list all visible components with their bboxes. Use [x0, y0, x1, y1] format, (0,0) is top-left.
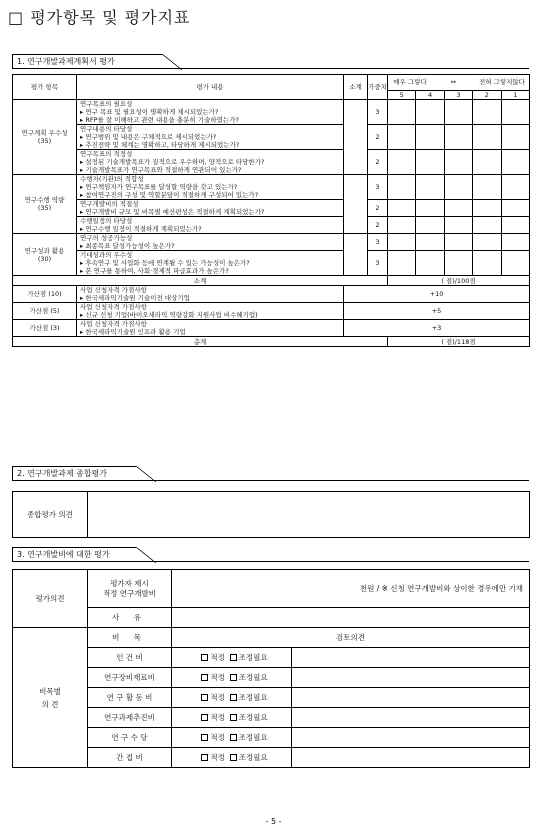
budget-item: 연구과제추진비 [88, 708, 172, 728]
bonus-value[interactable]: +10 [344, 286, 530, 303]
criterion-line: 기대성과의 우수성 [80, 251, 133, 259]
weight-value: 3 [368, 175, 388, 200]
option-adjust-label: 조정필요 [238, 693, 268, 702]
weight-value: 3 [368, 100, 388, 125]
score-cell[interactable] [416, 200, 444, 217]
option-ok-label: 적정 [210, 693, 225, 702]
proposed-label-line: 적정 연구개발비 [102, 588, 157, 598]
criterion-line: 연구목표의 적정성 [80, 150, 133, 158]
section3-divider [12, 561, 529, 562]
score-cell[interactable] [501, 100, 529, 125]
budget-options [172, 648, 292, 668]
option-adjust-label: 조정필요 [238, 653, 268, 662]
score-cell[interactable] [444, 200, 472, 217]
section2-divider [12, 480, 529, 481]
criterion-line: ▸ 연구책임자가 연구목표를 달성할 역량을 갖고 있는가? [80, 183, 238, 191]
budget-review-field[interactable] [292, 728, 530, 748]
reason-label: 사 유 [88, 608, 172, 628]
scale-right-label: 전혀 그렇지않다 [478, 78, 525, 86]
checkbox-ok[interactable] [201, 674, 208, 681]
checkbox-adjust[interactable] [230, 694, 237, 701]
checkbox-adjust[interactable] [230, 654, 237, 661]
score-cell[interactable] [444, 234, 472, 251]
criterion-line: ▸ 한국세라믹기술원 인프라 활용 기업 [80, 328, 186, 336]
budget-item: 인 건 비 [88, 648, 172, 668]
proposed-budget-field[interactable]: 천원 / ※ 신청 연구개발비와 상이한 경우에만 기재 [172, 570, 530, 608]
section3-tab [12, 547, 136, 562]
score-cell[interactable] [444, 100, 472, 125]
score-cell[interactable] [501, 200, 529, 217]
header-subtotal: 소계 [344, 75, 368, 100]
section1-tab [12, 54, 162, 69]
criterion-line: ▸ 참여연구진의 구성 및 역할분담이 적절하게 구성되어 있는가? [80, 191, 259, 199]
criterion-line: 사업 신청자격 가점사항 [80, 286, 147, 294]
weight-value: 3 [368, 251, 388, 276]
weight-value: 3 [368, 234, 388, 251]
page-number: - 5 - [265, 817, 282, 826]
criterion-content [77, 200, 344, 217]
score-cell[interactable] [388, 234, 416, 251]
budget-options [172, 708, 292, 728]
total-label: 총계 [13, 337, 388, 347]
criterion-content [77, 234, 344, 251]
score-cell[interactable] [501, 234, 529, 251]
scale-left-label: 매우 그렇다 [393, 78, 427, 86]
score-cell[interactable] [416, 251, 444, 276]
header-weight: 가중치 [368, 75, 388, 100]
budget-evaluation-table [12, 569, 530, 768]
budget-item: 연구장비재료비 [88, 668, 172, 688]
header-item: 평가 항목 [13, 75, 77, 100]
criterion-line: ▸ 본 연구를 통하여, 사회·경제적 파급효과가 높은가? [80, 267, 229, 275]
bonus-value[interactable]: +5 [344, 303, 530, 320]
score-cell[interactable] [473, 125, 501, 150]
criterion-line: ▸ 연구수행 일정이 적절하게 계획되었는가? [80, 225, 202, 233]
by-item-line: 비목별 [39, 686, 61, 696]
checkbox-ok[interactable] [201, 714, 208, 721]
group-name: 연구계획 우수성 (35) [13, 100, 77, 175]
budget-review-field[interactable] [292, 748, 530, 768]
score-cell[interactable] [501, 217, 529, 234]
budget-options [172, 668, 292, 688]
score-cell[interactable] [473, 234, 501, 251]
criterion-line: ▸ 연구개발비 규모 및 비목별 예산편성은 적절하게 계획되었는가? [80, 208, 265, 216]
total-value[interactable]: ( 점)/118점 [388, 337, 530, 347]
score-cell[interactable] [416, 125, 444, 150]
score-header-5: 5 [388, 91, 416, 100]
bonus-content [77, 320, 344, 337]
criterion-line: 사업 신청자격 가점사항 [80, 320, 147, 328]
score-cell[interactable] [501, 251, 529, 276]
criterion-line: ▸ RFP를 잘 이해하고 관련 내용을 충분히 기술하였는가? [80, 116, 239, 124]
score-cell[interactable] [444, 125, 472, 150]
criterion-line: 수행일정의 타당성 [80, 217, 133, 225]
criterion-content [77, 217, 344, 234]
bonus-content [77, 286, 344, 303]
score-cell[interactable] [444, 150, 472, 175]
option-adjust-label: 조정필요 [238, 673, 268, 682]
score-cell[interactable] [473, 175, 501, 200]
checkbox-adjust[interactable] [230, 714, 237, 721]
score-cell[interactable] [416, 175, 444, 200]
bonus-content [77, 303, 344, 320]
weight-value: 2 [368, 217, 388, 234]
budget-options [172, 688, 292, 708]
criterion-line: 사업 신청자격 가점사항 [80, 303, 147, 311]
checkbox-ok[interactable] [201, 694, 208, 701]
criterion-line: 연구개발비의 적절성 [80, 200, 139, 208]
score-cell[interactable] [416, 100, 444, 125]
bonus-value[interactable]: +3 [344, 320, 530, 337]
score-cell[interactable] [416, 150, 444, 175]
criterion-line: 연구내용의 타당성 [80, 125, 133, 133]
budget-review-field[interactable] [292, 688, 530, 708]
item-header: 비 목 [88, 628, 172, 648]
budget-review-field[interactable] [292, 648, 530, 668]
score-cell[interactable] [416, 217, 444, 234]
criterion-line: 연구의 성공가능성 [80, 234, 133, 242]
criterion-content [77, 100, 344, 125]
bonus-name: 가산점 (10) [13, 286, 77, 303]
group-subtotal-cell[interactable] [344, 100, 368, 175]
budget-review-field[interactable] [292, 708, 530, 728]
criterion-content [77, 150, 344, 175]
weight-value: 2 [368, 200, 388, 217]
score-header-1: 1 [501, 91, 529, 100]
overall-evaluation-field[interactable] [88, 492, 530, 538]
score-cell[interactable] [416, 234, 444, 251]
score-cell[interactable] [501, 150, 529, 175]
section3-title: 3. 연구개발비에 대한 평가 [17, 550, 110, 559]
bonus-name: 가산점 (5) [13, 303, 77, 320]
review-header: 검토의견 [172, 628, 530, 648]
score-cell[interactable] [501, 175, 529, 200]
score-cell[interactable] [444, 251, 472, 276]
score-cell[interactable] [388, 200, 416, 217]
budget-review-field[interactable] [292, 668, 530, 688]
score-cell[interactable] [473, 251, 501, 276]
option-ok-label: 적정 [210, 713, 225, 722]
section1-title: 1. 연구개발과제계획서 평가 [17, 57, 115, 66]
criterion-line: 연구목표의 필요성 [80, 100, 133, 108]
score-header-4: 4 [416, 91, 444, 100]
budget-item: 간 접 비 [88, 748, 172, 768]
proposed-budget-label [88, 570, 172, 608]
criterion-line: ▸ 기술개발목표가 연구목표와 적절하게 연관되어 있는가? [80, 166, 242, 174]
section1-divider [12, 68, 529, 69]
by-item-line: 의 견 [41, 699, 59, 709]
budget-options [172, 728, 292, 748]
overall-evaluation-label: 종합평가 의견 [13, 492, 88, 538]
criterion-line: ▸ 설정된 기술개발목표가 질적으로 우수하며, 양적으로 타당한가? [80, 158, 265, 166]
option-ok-label: 적정 [210, 673, 225, 682]
score-cell[interactable] [388, 217, 416, 234]
criterion-line: ▸ 최종목표 달성가능성이 높은가? [80, 242, 175, 250]
bonus-name: 가산점 (3) [13, 320, 77, 337]
score-cell[interactable] [444, 217, 472, 234]
score-cell[interactable] [388, 175, 416, 200]
header-scale [388, 75, 530, 91]
option-adjust-label: 조정필요 [238, 733, 268, 742]
opinion-label: 평가의견 [13, 570, 88, 628]
group-subtotal-cell[interactable] [344, 175, 368, 234]
criterion-content [77, 251, 344, 276]
score-cell[interactable] [388, 251, 416, 276]
section2-title: 2. 연구개발과제 종합평가 [17, 469, 107, 478]
criterion-line: ▸ 후속연구 및 사업화 등에 연계될 수 있는 가능성이 높은가? [80, 259, 250, 267]
score-cell[interactable] [473, 150, 501, 175]
overall-evaluation-table [12, 491, 530, 538]
score-cell[interactable] [444, 175, 472, 200]
criterion-content [77, 125, 344, 150]
group-name: 연구성과 활용 (30) [13, 234, 77, 276]
criterion-line: ▸ 연구 목표 및 필요성이 명확하게 제시되었는가? [80, 108, 219, 116]
criterion-line: ▸ 연구범위 및 내용은 구체적으로 제시되었는가? [80, 133, 217, 141]
score-cell[interactable] [501, 125, 529, 150]
criterion-line: 수행자(기관)의 적합성 [80, 175, 144, 183]
option-adjust-label: 조정필요 [238, 753, 268, 762]
by-item-label [13, 628, 88, 768]
option-adjust-label: 조정필요 [238, 713, 268, 722]
budget-item: 연 구 수 당 [88, 728, 172, 748]
header-content: 평가 내용 [77, 75, 344, 100]
score-cell[interactable] [473, 100, 501, 125]
criterion-line: ▸ 추진전략 및 체계는 명확하고, 타당하게 제시되었는가? [80, 141, 240, 149]
score-cell[interactable] [473, 217, 501, 234]
budget-item: 연 구 활 동 비 [88, 688, 172, 708]
weight-value: 2 [368, 125, 388, 150]
checkbox-adjust[interactable] [230, 674, 237, 681]
criterion-line: ▸ 신규 신청 기업(바이오세라믹 역량강화 지원사업 비수혜기업) [80, 311, 258, 319]
score-header-3: 3 [444, 91, 472, 100]
checkbox-adjust[interactable] [230, 734, 237, 741]
score-cell[interactable] [388, 150, 416, 175]
page-title: □ 평가항목 및 평가지표 [8, 8, 191, 27]
evaluation-table [12, 74, 530, 347]
checkbox-ok[interactable] [201, 734, 208, 741]
group-name: 연구수행 역량 (35) [13, 175, 77, 234]
checkbox-ok[interactable] [201, 754, 208, 761]
score-cell[interactable] [388, 125, 416, 150]
checkbox-ok[interactable] [201, 654, 208, 661]
budget-options [172, 748, 292, 768]
section2-tab [12, 466, 136, 481]
option-ok-label: 적정 [210, 733, 225, 742]
subtotal-label: 소계 [13, 276, 388, 286]
proposed-label-line: 평가자 제시 [110, 578, 149, 588]
checkbox-adjust[interactable] [230, 754, 237, 761]
scale-arrow-icon: ↔ [450, 78, 457, 86]
criterion-line: ▸ 한국세라믹기술원 기술이전 대상기업 [80, 294, 190, 302]
subtotal-value[interactable]: ( 점)/100점 [388, 276, 530, 286]
option-ok-label: 적정 [210, 653, 225, 662]
score-cell[interactable] [473, 200, 501, 217]
group-subtotal-cell[interactable] [344, 234, 368, 276]
score-cell[interactable] [388, 100, 416, 125]
score-header-2: 2 [473, 91, 501, 100]
weight-value: 2 [368, 150, 388, 175]
option-ok-label: 적정 [210, 753, 225, 762]
reason-field[interactable] [172, 608, 530, 628]
criterion-content [77, 175, 344, 200]
